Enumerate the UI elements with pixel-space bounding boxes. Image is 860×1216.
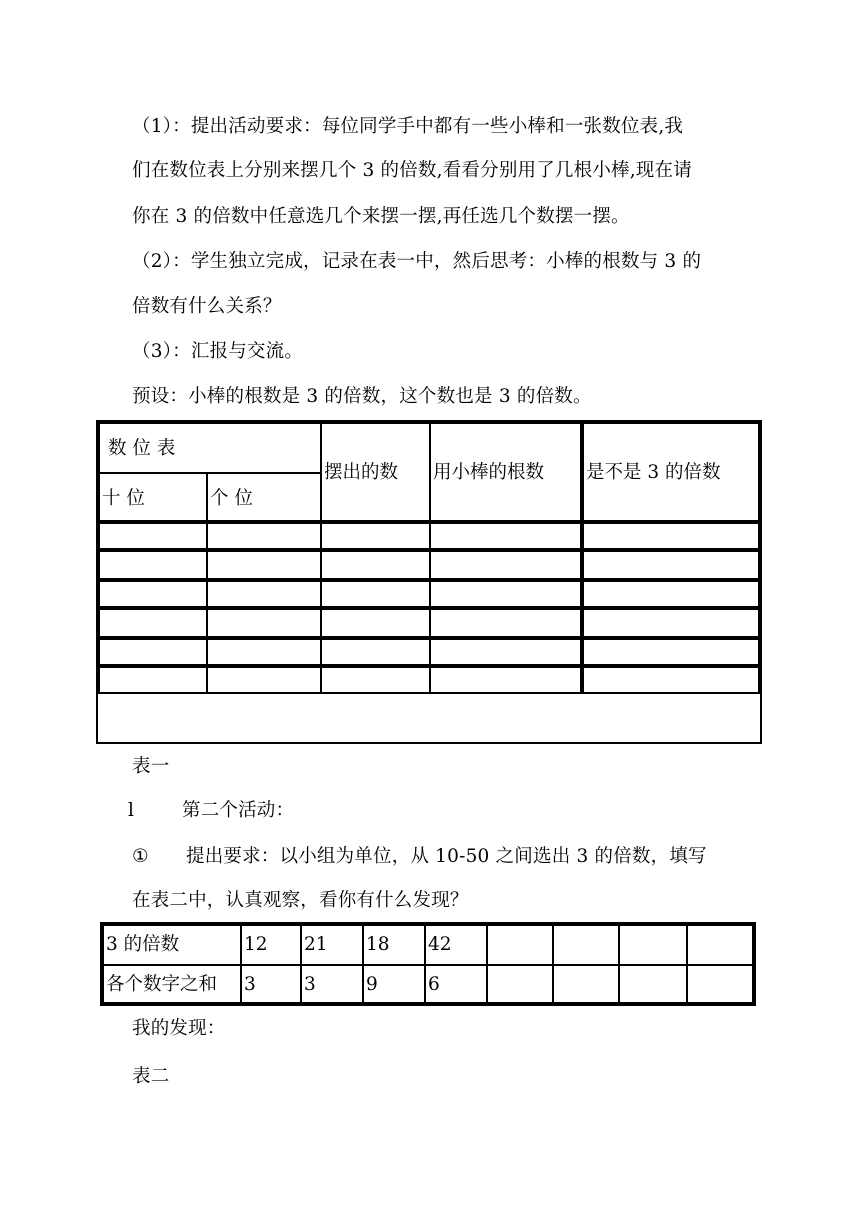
paragraph-3: （3）：汇报与交流。 [132,341,304,362]
table1-sub-ones-label: 个 位 [210,488,253,509]
paragraph-1-line-3: 你在 3 的倍数中任意选几个来摆一摆,再任选几个数摆一摆。 [132,206,630,227]
table2-sum-cell [362,964,426,1004]
activity2-bullet: l [128,800,135,821]
table2-sum-cell [300,964,364,1004]
table2-multiple-cell [240,924,302,966]
table1-cell [206,580,322,608]
paragraph-2-line-1: （2）：学生独立完成，记录在表一中，然后思考：小棒的根数与 3 的 [132,251,702,272]
table1-cell [98,522,208,550]
table2-multiple-value: 21 [304,934,328,955]
table1-col-sticks [429,422,582,522]
table1-cell [429,522,582,550]
table-1 [96,420,762,744]
table1-cell [429,638,582,666]
table2-empty-cell [486,964,554,1004]
table1-header-digit-table [98,422,322,474]
table1-cell [206,638,322,666]
preset-statement: 预设：小棒的根数是 3 的倍数，这个数也是 3 的倍数。 [132,386,592,407]
activity2-requirement-line-1: 提出要求：以小组为单位，从 10-50 之间选出 3 的倍数，填写 [186,846,707,867]
table2-empty-cell [686,964,754,1004]
table1-cell [429,608,582,638]
table2-empty-cell [486,924,554,966]
table-2 [100,922,756,1006]
paragraph-1-line-2: 们在数位表上分别来摆几个 3 的倍数,看看分别用了几根小棒,现在请 [132,160,692,181]
table1-header-digit-table-label: 数 位 表 [108,438,176,459]
table1-cell [582,608,760,638]
table2-multiple-cell [362,924,426,966]
table1-sub-tens [98,472,208,522]
table1-cell [582,550,760,580]
table1-cell [320,666,431,694]
table2-sum-value: 3 [244,974,256,995]
table1-cell [582,638,760,666]
table1-cell [320,580,431,608]
table1-col-number-label: 摆出的数 [324,462,399,483]
table1-cell [206,666,322,694]
table2-empty-cell [618,924,688,966]
table1-cell [582,522,760,550]
table2-multiple-cell [424,924,488,966]
table2-row1-label-cell [102,924,242,966]
paragraph-1-line-1: （1）：提出活动要求：每位同学手中都有一些小棒和一张数位表,我 [132,116,684,137]
table1-col-number [320,422,431,522]
table2-sum-cell [424,964,488,1004]
table2-sum-value: 9 [366,974,378,995]
table2-empty-cell [552,964,620,1004]
table2-multiple-value: 18 [366,934,390,955]
table2-sum-value: 6 [428,974,440,995]
table2-caption: 表二 [132,1066,170,1087]
table1-cell [206,550,322,580]
table2-row2-label-cell [102,964,242,1004]
table1-sub-tens-label: 十 位 [102,488,145,509]
table2-sum-cell [240,964,302,1004]
finding-label: 我的发现： [132,1018,226,1039]
table2-sum-value: 3 [304,974,316,995]
table1-caption: 表一 [132,756,170,777]
table1-col-multiple-label: 是不是 3 的倍数 [586,462,721,483]
table1-cell [429,580,582,608]
table2-empty-cell [552,924,620,966]
activity2-requirement-line-2: 在表二中，认真观察，看你有什么发现？ [132,890,469,911]
table1-cell [206,608,322,638]
table2-multiple-value: 42 [428,934,452,955]
table2-multiple-cell [300,924,364,966]
table1-cell [98,666,208,694]
table1-cell [429,666,582,694]
table1-cell [320,522,431,550]
table1-cell [320,608,431,638]
table1-cell [98,580,208,608]
table2-empty-cell [686,924,754,966]
table1-cell [429,550,582,580]
paragraph-2-line-2: 倍数有什么关系？ [132,296,282,317]
activity2-item-marker: ① [132,846,149,867]
table1-col-sticks-label: 用小棒的根数 [433,462,545,483]
table1-col-multiple [582,422,760,522]
table1-cell [98,550,208,580]
table2-row1-label: 3 的倍数 [106,934,180,955]
table1-cell [582,666,760,694]
table1-cell [206,522,322,550]
table1-cell [98,638,208,666]
table1-cell [98,608,208,638]
table1-cell [320,638,431,666]
table1-cell [582,580,760,608]
table1-cell [320,550,431,580]
table2-empty-cell [618,964,688,1004]
table2-row2-label: 各个数字之和 [106,974,218,995]
table2-multiple-value: 12 [244,934,268,955]
activity2-title: 第二个活动： [182,800,295,821]
table1-sub-ones [206,472,322,522]
